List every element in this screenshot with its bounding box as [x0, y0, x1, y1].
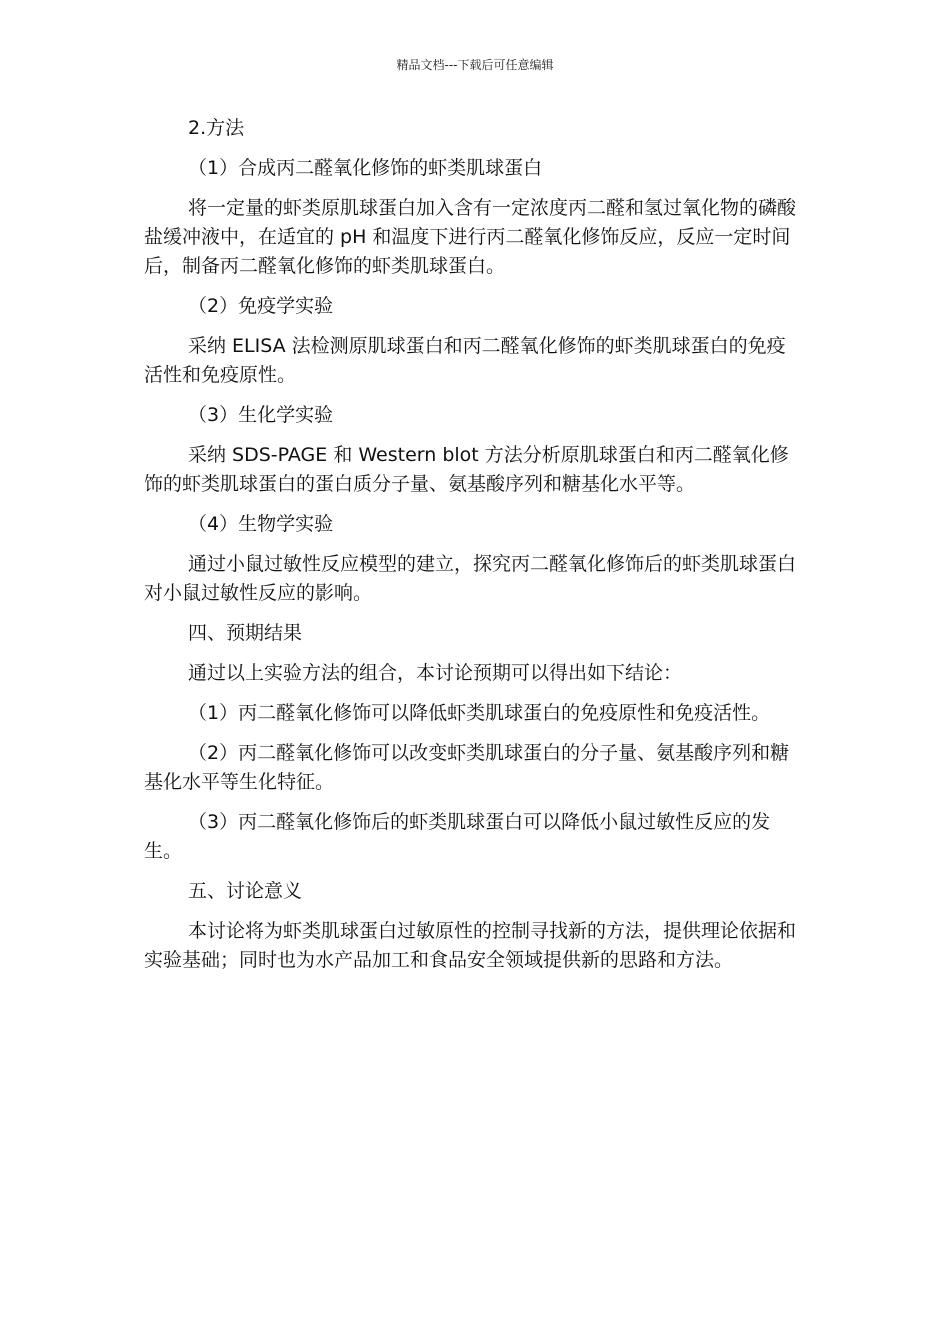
page-header: 精品文档---下载后可任意编辑 [396, 58, 554, 72]
paragraph-results-intro: 通过以上实验方法的组合，本讨论预期可以得出如下结论： [188, 662, 683, 684]
subsection-title-biochemistry: （3）生化学实验 [188, 404, 334, 426]
section-title-expected-results: 四、预期结果 [188, 622, 303, 644]
subsection-title-biology: （4）生物学实验 [188, 513, 334, 535]
paragraph-significance: 本讨论将为虾类肌球蛋白过敏原性的控制寻找新的方法，提供理论依据和实验基础；同时也为水产品加工和食品安全领域提供新的思路和方法。 [144, 920, 797, 971]
result-item-1: （1）丙二醛氧化修饰可以降低虾类肌球蛋白的免疫原性和免疫活性。 [188, 702, 771, 724]
subsection-title-immunology: （2）免疫学实验 [188, 295, 334, 317]
result-item-3: （3）丙二醛氧化修饰后的虾类肌球蛋白可以降低小鼠过敏性反应的发生。 [144, 811, 771, 862]
subsection-title-synthesis: （1）合成丙二醛氧化修饰的虾类肌球蛋白 [188, 157, 543, 179]
result-item-2: （2）丙二醛氧化修饰可以改变虾类肌球蛋白的分子量、氨基酸序列和糖基化水平等生化特征。 [144, 742, 790, 793]
paragraph-immunology: 采纳 ELISA 法检测原肌球蛋白和丙二醛氧化修饰的虾类肌球蛋白的免疫活性和免疫原性。 [144, 335, 786, 386]
section-title-significance: 五、讨论意义 [188, 880, 303, 902]
section-title-methods: 2.方法 [188, 117, 245, 139]
paragraph-biochemistry: 采纳 SDS-PAGE 和 Western blot 方法分析原肌球蛋白和丙二醛氧化修饰的虾类肌球蛋白的蛋白质分子量、氨基酸序列和糖基化水平等。 [144, 444, 789, 495]
paragraph-biology: 通过小鼠过敏性反应模型的建立，探究丙二醛氧化修饰后的虾类肌球蛋白对小鼠过敏性反应的影响。 [144, 553, 797, 604]
paragraph-synthesis: 将一定量的虾类原肌球蛋白加入含有一定浓度丙二醛和氢过氧化物的磷酸盐缓冲液中，在适宜的 pH 和温度下进行丙二醛氧化修饰反应，反应一定时间后，制备丙二醛氧化修饰的虾类肌球蛋白。 [144, 197, 797, 277]
document-body [144, 114, 804, 975]
